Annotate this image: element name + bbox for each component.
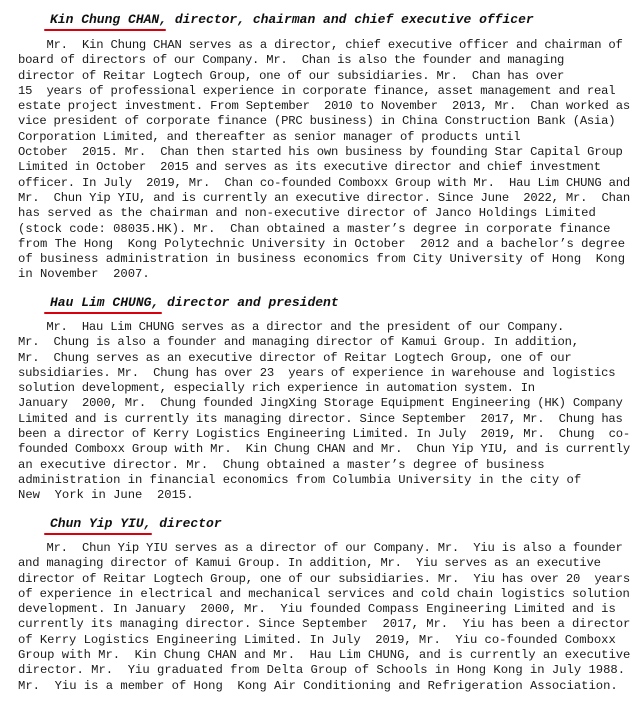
section-heading-chung [50, 295, 339, 311]
person-title: , director [143, 516, 222, 531]
text-line: Mr. Chun Yip YIU serves as a director of our Company. Mr. Yiu is also a founder [18, 541, 623, 555]
text-line: Mr. Hau Lim CHUNG serves as a director and the president of our Company. [18, 320, 565, 334]
text-line: 15 years of professional experience in corporate finance, asset management and real [18, 83, 616, 98]
text-line: of experience in electrical and mechanical services and cold chain logistics solution [18, 586, 630, 601]
person-name: Kin Chung CHAN [50, 12, 160, 27]
text-line: January 2000, Mr. Chung founded JingXing Storage Equipment Engineering (HK) Company [18, 396, 623, 411]
text-line: subsidiaries. Mr. Chung has over 23 years of experience in warehouse and logistics [18, 365, 616, 380]
text-line: October 2015. Mr. Chan then started his own business by founding Star Capital Group [18, 145, 623, 160]
text-line: and managing director of Kamui Group. In addition, Mr. Yiu serves as an executive [18, 556, 601, 571]
text-line: Mr. Kin Chung CHAN serves as a director, chief executive officer and chairman of [18, 38, 623, 52]
text-line: development. In January 2000, Mr. Yiu founded Compass Engineering Limited and is [18, 602, 616, 617]
section-heading-chan [50, 12, 534, 28]
text-line: of business administration in business economics from City University of Hong Kong [18, 252, 626, 267]
text-line: Limited and is currently its managing director. Since September 2017, Mr. Chung has [18, 411, 623, 426]
text-line: Limited in October 2015 and serves as its executive director and chief investment [18, 160, 601, 175]
text-line: Mr. Chun Yip YIU, and is currently an executive director. Since June 2022, Mr. Chan [18, 190, 630, 205]
text-line: vice president of corporate finance (PRC business) in China Construction Bank (Asia) [18, 114, 616, 129]
text-line: Mr. Chung serves as an executive director of Reitar Logtech Group, one of our [18, 350, 572, 365]
text-line: Mr. Chung is also a founder and managing director of Kamui Group. In addition, [18, 335, 579, 350]
text-line: Mr. Yiu is a member of Hong Kong Air Conditioning and Refrigeration Association. [18, 678, 618, 693]
text-line: director. Mr. Yiu graduated from Delta Group of Schools in Hong Kong in July 1988. [18, 663, 626, 678]
person-title: , director, chairman and chief executive officer [159, 12, 534, 27]
text-line: director of Reitar Logtech Group, one of our subsidiaries. Mr. Chan has over [18, 68, 565, 83]
person-title: , director and president [151, 295, 339, 310]
name-underline [44, 533, 152, 535]
text-line: estate project investment. From September 2010 to November 2013, Mr. Chan worked as [18, 99, 630, 114]
text-line: currently its managing director. Since September 2017, Mr. Yiu has been a director [18, 617, 631, 632]
name-underline [44, 29, 166, 31]
text-line: (stock code: 08035.HK). Mr. Chan obtained a master’s degree in corporate finance [18, 221, 611, 236]
bio-paragraph-yiu [18, 541, 630, 694]
text-line: solution development, especially rich experience in automation system. In [18, 381, 535, 396]
text-line: administration in financial economics from Columbia University in the city of [18, 472, 582, 487]
bio-paragraph-chan [18, 38, 630, 283]
text-line: been a director of Kerry Logistics Engineering Limited. In July 2019, Mr. Chung co- [18, 427, 630, 442]
text-line: New York in June 2015. [18, 488, 194, 503]
text-line: Corporation Limited, and thereafter as senior manager of products until [18, 129, 521, 144]
bio-paragraph-chung [18, 320, 630, 504]
text-line: of Kerry Logistics Engineering Limited. In July 2019, Mr. Yiu co-founded Comboxx [18, 632, 616, 647]
text-line: in November 2007. [18, 267, 150, 282]
text-line: founded Comboxx Group with Mr. Kin Chung CHAN and Mr. Chun Yip YIU, and is currently [18, 442, 630, 457]
person-name: Chun Yip YIU [50, 516, 144, 531]
text-line: from The Hong Kong Polytechnic University in October 2012 and a bachelor’s degree [18, 236, 626, 251]
section-heading-yiu [50, 516, 222, 532]
text-line: officer. In July 2019, Mr. Chan co-founded Comboxx Group with Mr. Hau Lim CHUNG and [18, 175, 630, 190]
text-line: Group with Mr. Kin Chung CHAN and Mr. Hau Lim CHUNG, and is currently an executive [18, 648, 631, 663]
text-line: board of directors of our Company. Mr. Chan is also the founder and managing [18, 53, 565, 68]
person-name: Hau Lim CHUNG [50, 295, 152, 310]
text-line: director of Reitar Logtech Group, one of our subsidiaries. Mr. Yiu has over 20 years [18, 571, 630, 586]
text-line: an executive director. Mr. Chung obtained a master’s degree of business [18, 457, 545, 472]
name-underline [44, 312, 162, 314]
text-line: has served as the chairman and non-executive director of Janco Holdings Limited [18, 206, 596, 221]
